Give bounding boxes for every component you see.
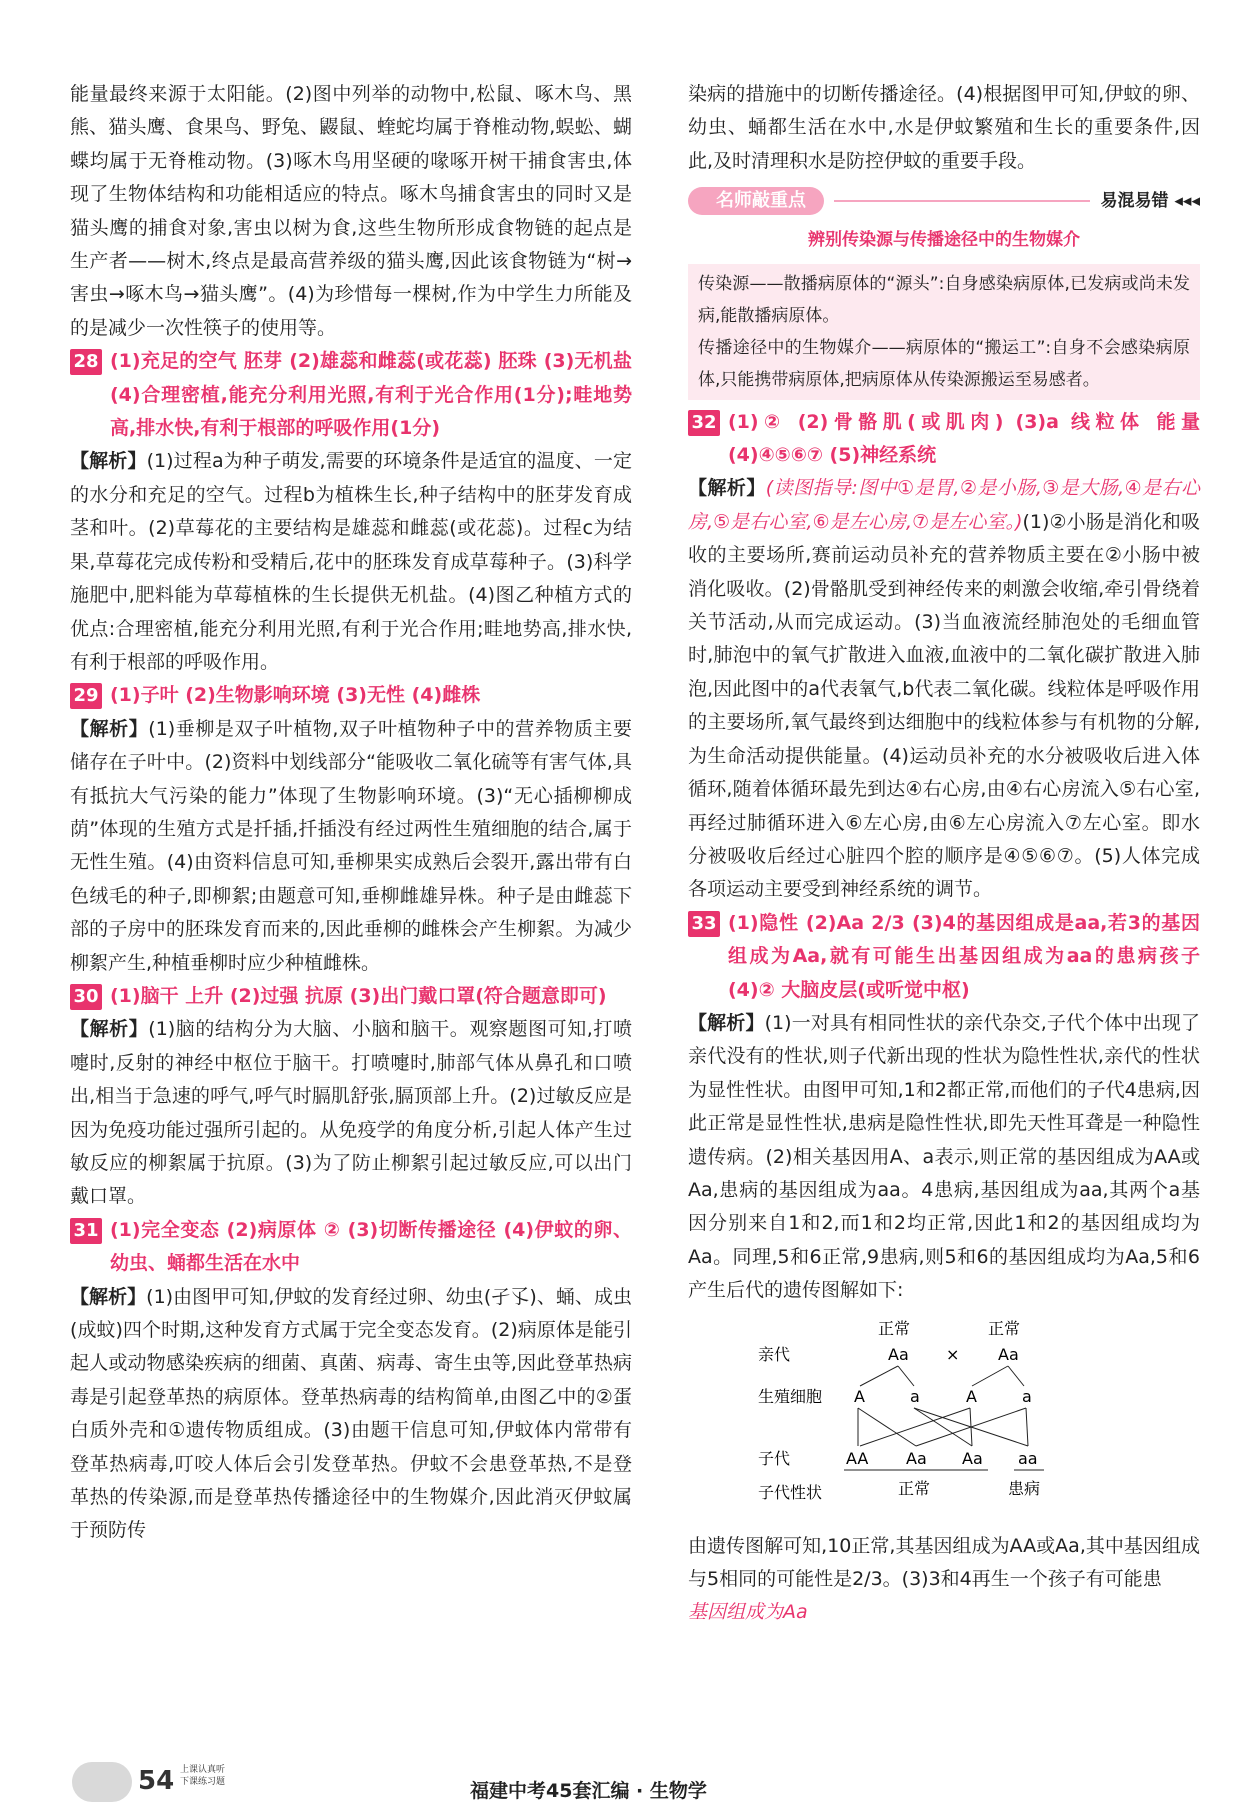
tip-line: 传染源——散播病原体的“源头”:自身感染病原体,已发病或尚未发病,能散播病原体。: [698, 273, 1190, 326]
genotype: Aa: [906, 1448, 927, 1468]
label-normal: 正常: [878, 1318, 911, 1338]
analysis-text: (1)由图甲可知,伊蚊的发育经过卵、幼虫(孑孓)、蛹、成虫(成蚊)四个时期,这种发育方式属于完全变态发育。(2)病原体是能引起人或动物感染疾病的细菌、真菌、病毒、寄生虫等,因此登革热病毒是引起登革热的病原体。登革热病毒的结构简单,由图乙中的②蛋白质外壳和①遗传物质组成。(3)由题干信息可知,伊蚊体内常带有登革热病毒,叮咬人体后会引发登革热。伊蚊不会患登革热,不是登革热的传染源,而是登革热传播途径中的生物媒介,因此消灭伊蚊属于预防传: [70, 1285, 632, 1542]
label-gametes: 生殖细胞: [758, 1386, 823, 1406]
question-number: 28: [70, 349, 102, 375]
phenotype: 正常: [898, 1478, 931, 1498]
page-number: 54: [138, 1766, 175, 1796]
analysis-31: [70, 1281, 632, 1548]
answer-32: [688, 406, 1200, 473]
tip-category: 易混易错 ◂◂◂: [1100, 190, 1200, 211]
genotype: aa: [1018, 1448, 1038, 1468]
label-trait: 子代性状: [758, 1482, 823, 1502]
answer-28: [70, 345, 632, 445]
analysis-28: [70, 445, 632, 679]
reading-guide: (读图指导:图中①是胃,②是小肠,③是大肠,④是右心房,⑤是右心室,⑥是左心房,⑦是左心室。): [688, 477, 1200, 533]
gamete: a: [910, 1386, 920, 1406]
tip-line: 传播途径中的生物媒介——病原体的“搬运工”:自身不会感染病原体,只能携带病原体,把病原体从传染源搬运至易感者。: [698, 337, 1190, 390]
analysis-label: 【解析】: [688, 477, 766, 500]
genotype: AA: [846, 1448, 869, 1468]
answer-text: (1)充足的空气 胚芽 (2)雄蕊和雌蕊(或花蕊) 胚珠 (3)无机盐 (4)合理密植,能充分利用光照,有利于光合作用(1分);畦地势高,排水快,有利于根部的呼吸作用(1分): [110, 350, 632, 440]
genetic-diagram: [688, 1314, 1200, 1524]
question-number: 32: [688, 410, 720, 436]
answer-30: [70, 980, 632, 1013]
label-normal: 正常: [988, 1318, 1021, 1338]
answer-33: [688, 907, 1200, 1007]
question-number: 31: [70, 1218, 102, 1244]
answer-text: (1)隐性 (2)Aa 2/3 (3)4的基因组成是aa,若3的基因组成为Aa,就有可能生出基因组成为aa的患病孩子 (4)② 大脑皮层(或听觉中枢): [728, 911, 1200, 1001]
analysis-30: [70, 1013, 632, 1213]
analysis-label: 【解析】: [70, 450, 147, 473]
gamete: a: [1022, 1386, 1032, 1406]
analysis-label: 【解析】: [70, 1285, 147, 1308]
slogan: 上课认真听 下课练习题: [180, 1765, 226, 1787]
tip-badge: 名师敲重点: [688, 187, 824, 215]
analysis-32: [688, 472, 1200, 906]
answer-text: (1)子叶 (2)生物影响环境 (3)无性 (4)雌株: [110, 684, 481, 707]
paragraph: 能量最终来源于太阳能。(2)图中列举的动物中,松鼠、啄木鸟、黑熊、猫头鹰、食果鸟、野兔、鼹鼠、蝰蛇均属于脊椎动物,蜈蚣、蝴蝶均属于无脊椎动物。(3)啄木鸟用坚硬的喙啄开树干捕食害虫,体现了生物体结构和功能相适应的特点。啄木鸟捕食害虫的同时又是猫头鹰的捕食对象,害虫以树为食,这些生物所形成食物链的起点是生产者——树木,终点是最高营养级的猫头鹰,因此该食物链为“树→害虫→啄木鸟→猫头鹰”。(4)为珍惜每一棵树,作为中学生力所能及的是减少一次性筷子的使用等。: [70, 83, 632, 339]
label-parents: 亲代: [758, 1344, 791, 1364]
handwritten-note: 基因组成为Aa: [688, 1601, 808, 1624]
analysis-text: (1)过程a为种子萌发,需要的环境条件是适宜的温度、一定的水分和充足的空气。过程b为植株生长,种子结构中的胚芽发育成茎和叶。(2)草莓花的主要结构是雄蕊和雌蕊(或花蕊)。过程c为结果,草莓花完成传粉和受精后,花中的胚珠发育成草莓种子。(3)科学施肥中,肥料能为草莓植株的生长提供无机盐。(4)图乙种植方式的优点:合理密植,能充分利用光照,有利于光合作用;畦地势高,排水快,有利于根部的呼吸作用。: [70, 450, 632, 673]
book-title: 福建中考45套汇编 · 生物学: [470, 1780, 707, 1802]
label-offspring: 子代: [758, 1448, 791, 1468]
paragraph: 由遗传图解可知,10正常,其基因组成为AA或Aa,其中基因组成与5相同的可能性是2/3。(3)3和4再生一个孩子有可能患: [688, 1534, 1200, 1590]
genotype: Aa: [888, 1344, 909, 1364]
right-column: [688, 78, 1200, 1630]
answer-text: (1)脑干 上升 (2)过强 抗原 (3)出门戴口罩(符合题意即可): [110, 984, 607, 1007]
analysis-text: (1)垂柳是双子叶植物,双子叶植物种子中的营养物质主要储存在子叶中。(2)资料中划线部分“能吸收二氧化硫等有害气体,具有抵抗大气污染的能力”体现了生物影响环境。(3)“无心插柳柳成荫”体现的生殖方式是扦插,扦插没有经过两性生殖细胞的结合,属于无性生殖。(4)由资料信息可知,垂柳果实成熟后会裂开,露出带有白色绒毛的种子,即柳絮;由题意可知,垂柳雌雄异株。种子是由雌蕊下部的子房中的胚珠发育而来的,因此垂柳的雌株会产生柳絮。为减少柳絮产生,种植垂柳时应少种植雌株。: [70, 717, 632, 974]
divider: [834, 200, 1090, 202]
answer-text: (1)② (2)骨骼肌(或肌肉) (3)a 线粒体 能量 (4)④⑤⑥⑦ (5)神经系统: [728, 410, 1200, 467]
tip-body: [688, 264, 1200, 400]
answer-31: [70, 1214, 632, 1281]
analysis-29: [70, 713, 632, 980]
cross-symbol: ×: [946, 1344, 960, 1364]
paragraph: 染病的措施中的切断传播途径。(4)根据图甲可知,伊蚊的卵、幼虫、蛹都生活在水中,水是伊蚊繁殖和生长的重要条件,因此,及时清理积水是防控伊蚊的重要手段。: [688, 83, 1200, 172]
analysis-text: (1)一对具有相同性状的亲代杂交,子代个体中出现了亲代没有的性状,则子代新出现的性状为隐性性状,亲代的性状为显性性状。由图甲可知,1和2都正常,而他们的子代4患病,因此正常是显性性状,患病是隐性性状,即先天性耳聋是一种隐性遗传病。(2)相关基因用A、a表示,则正常的基因组成为AA或Aa,患病的基因组成为aa。4患病,基因组成为aa,其两个a基因分别来自1和2,而1和2均正常,因此1和2的基因组成均为Aa。同理,5和6正常,9患病,则5和6的基因组成均为Aa,5和6产生后代的遗传图解如下:: [688, 1011, 1200, 1302]
genetic-diagram-svg: [688, 1314, 1200, 1524]
phenotype: 患病: [1008, 1478, 1041, 1498]
genotype: Aa: [998, 1344, 1019, 1364]
question-number: 30: [70, 984, 102, 1010]
answer-29: [70, 679, 632, 712]
question-number: 29: [70, 683, 102, 709]
gamete: A: [854, 1386, 865, 1406]
analysis-label: 【解析】: [70, 1018, 149, 1041]
genotype: Aa: [962, 1448, 983, 1468]
analysis-text: (1)②小肠是消化和吸收的主要场所,赛前运动员补充的营养物质主要在②小肠中被消化吸收。(2)骨骼肌受到神经传来的刺激会收缩,牵引骨绕着关节活动,从而完成运动。(3)当血液流经肺泡处的毛细血管时,肺泡中的氧气扩散进入血液,血液中的二氧化碳扩散进入肺泡,因此图中的a代表氧气,b代表二氧化碳。线粒体是呼吸作用的主要场所,氧气最终到达细胞中的线粒体参与有机物的分解,为生命活动提供能量。(4)运动员补充的水分被吸收后进入体循环,随着体循环最先到达④右心房,由④右心房流入⑤右心室,再经过肺循环进入⑥左心房,由⑥左心房流入⑦左心室。即水分被吸收后经过心脏四个腔的顺序是④⑤⑥⑦。(5)人体完成各项运动主要受到神经系统的调节。: [688, 510, 1200, 901]
tip-title: 辨别传染源与传播途径中的生物媒介: [808, 230, 1080, 251]
analysis-label: 【解析】: [688, 1011, 765, 1034]
gamete: A: [966, 1386, 977, 1406]
question-number: 33: [688, 911, 720, 937]
answer-text: (1)完全变态 (2)病原体 ② (3)切断传播途径 (4)伊蚊的卵、幼虫、蛹都生活在水中: [110, 1218, 632, 1275]
analysis-text: (1)脑的结构分为大脑、小脑和脑干。观察题图可知,打喷嚏时,反射的神经中枢位于脑干。打喷嚏时,肺部气体从鼻孔和口喷出,相当于急速的呼气,呼气时膈肌舒张,膈顶部上升。(2)过敏反应是因为免疫功能过强所引起的。从免疫学的角度分析,引起人体产生过敏反应的柳絮属于抗原。(3)为了防止柳絮引起过敏反应,可以出门戴口罩。: [70, 1018, 632, 1208]
page-footer: [0, 1756, 1250, 1816]
tip-box: [688, 184, 1200, 399]
analysis-label: 【解析】: [70, 717, 149, 740]
analysis-33: [688, 1007, 1200, 1308]
left-column: [70, 78, 632, 1548]
mascot-icon: [72, 1762, 132, 1802]
